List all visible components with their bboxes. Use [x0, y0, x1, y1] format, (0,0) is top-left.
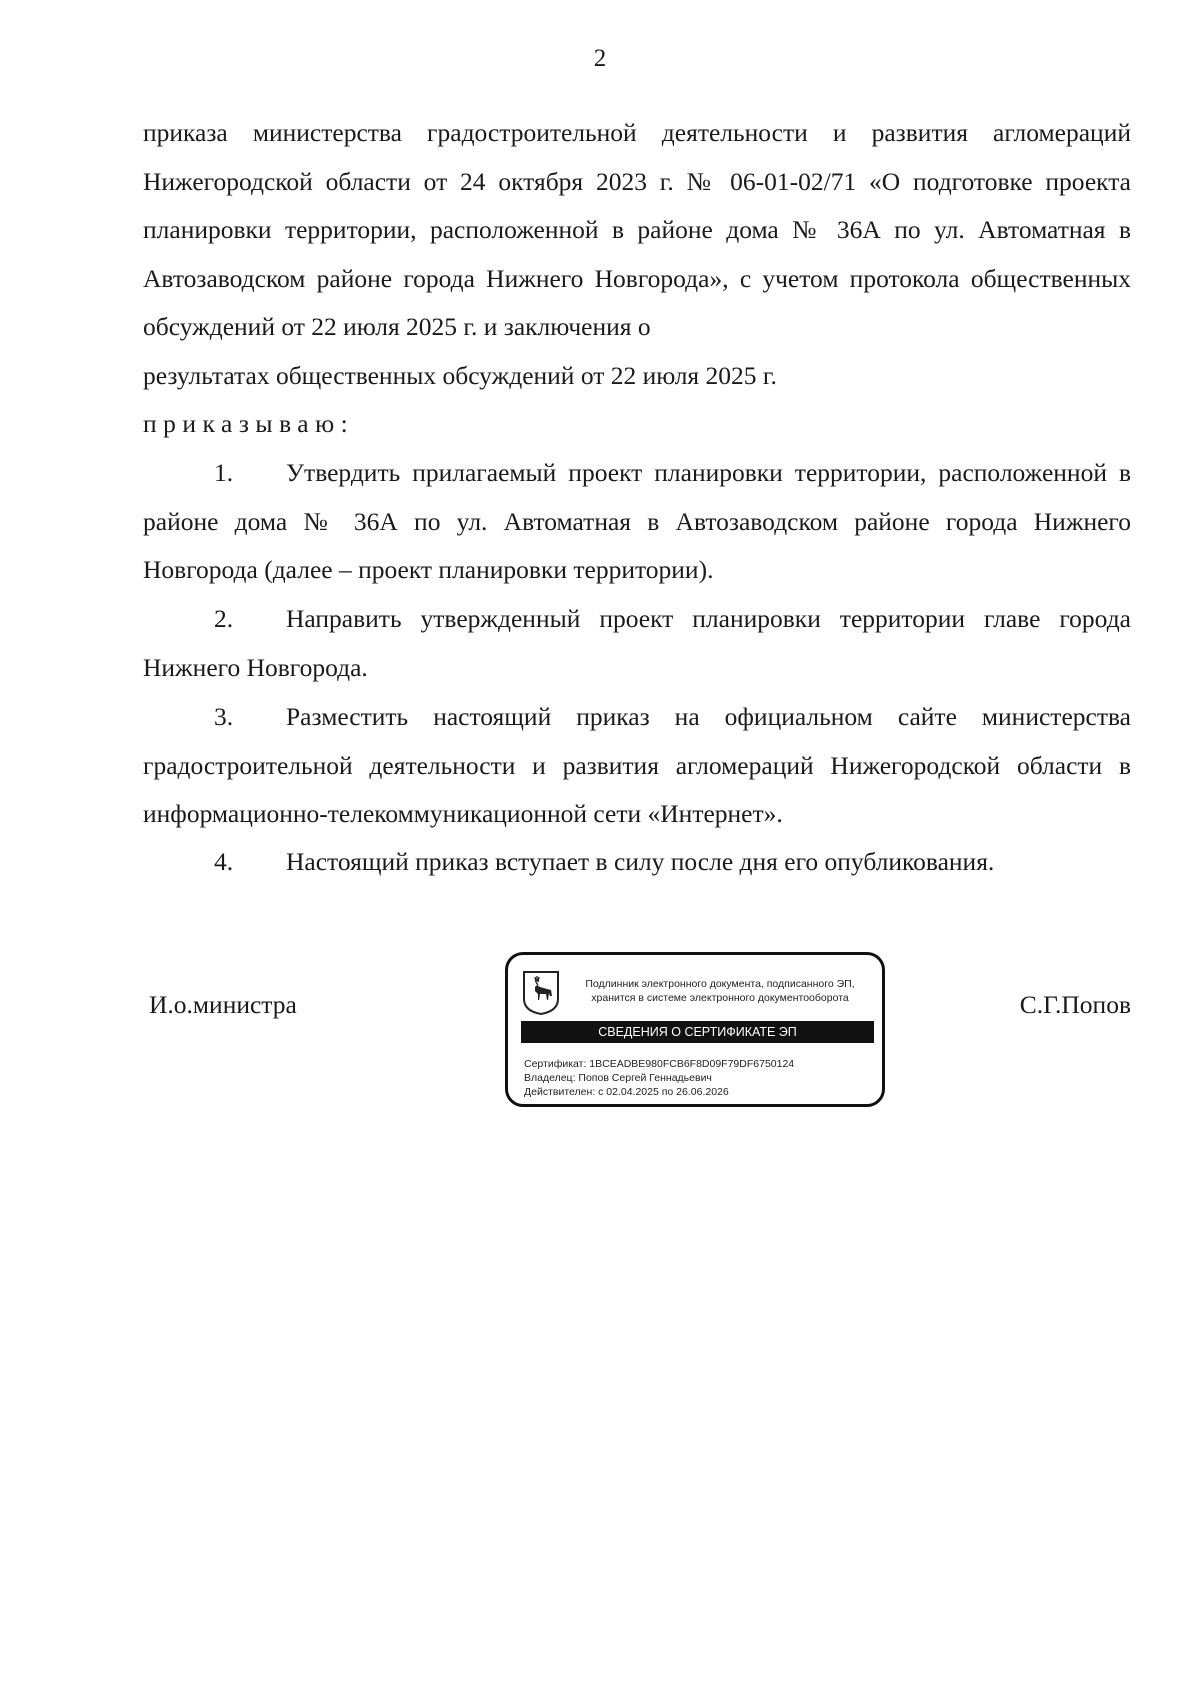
stamp-header [570, 977, 870, 1005]
order-item-4 [143, 838, 1131, 887]
page-number: 2 [593, 45, 607, 72]
order-item-4-paragraph [143, 838, 1131, 887]
stamp-owner: Владелец: Попов Сергей Геннадьевич [524, 1072, 712, 1084]
order-item-3-paragraph [143, 693, 1131, 839]
intro-last-line: результатах общественных обсуждений от 22 июля 2025 г. [143, 360, 777, 390]
stamp-header-line-1: Подлинник электронного документа, подписанного ЭП, [585, 978, 855, 990]
order-item-1 [143, 449, 1131, 595]
stamp-header-line-2: хранится в системе электронного документооборота [591, 992, 849, 1004]
stamp-certificate-band: СВЕДЕНИЯ О СЕРТИФИКАТЕ ЭП [521, 1021, 874, 1043]
order-item-1-text: Утвердить прилагаемый проект планировки территории, расположенной в районе дома № 36А по ул. Автоматная в Автозаводском районе города Нижнего Новгорода (далее – проект планировки территории). [143, 458, 1131, 584]
order-item-2-text: Направить утвержденный проект планировки территории главе города Нижнего Новгорода. [143, 604, 1131, 682]
order-item-1-paragraph [143, 449, 1131, 595]
intro-paragraph [143, 109, 1131, 400]
nizhny-novgorod-deer-emblem-icon [521, 969, 561, 1015]
signature-title: И.о.министра [149, 990, 297, 1019]
signature-name: С.Г.Попов [1019, 990, 1131, 1019]
order-item-3-number: 3. [214, 702, 234, 731]
order-item-4-text: Настоящий приказ вступает в силу после дня его опубликования. [286, 847, 995, 876]
order-item-2-paragraph [143, 595, 1131, 692]
order-item-3-text: Разместить настоящий приказ на официальном сайте министерства градостроительной деятельности и развития агломераций Нижегородской области в информационно-телекоммуникационной сети «Интернет». [143, 702, 1131, 828]
stamp-details [524, 1057, 794, 1099]
order-item-2-number: 2. [214, 604, 234, 633]
order-item-3 [143, 693, 1131, 839]
order-word: приказываю: [143, 409, 355, 438]
electronic-signature-stamp [505, 952, 885, 1107]
intro-text: приказа министерства градостроительной деятельности и развития агломераций Нижегородской области от 24 октября 2023 г. № 06-01-02/71 «О подготовке проекта планировки территории, расположенной в районе дома № 36А по ул. Автоматная в Автозаводском районе города Нижнего Новгорода», с учетом протокола общественных обсуждений от 22 июля 2025 г. и заключения о [143, 118, 1131, 341]
order-item-4-number: 4. [214, 847, 234, 876]
stamp-validity: Действителен: с 02.04.2025 по 26.06.2026 [524, 1086, 729, 1098]
order-item-2 [143, 595, 1131, 692]
stamp-certificate-number: Сертификат: 1BCEADBE980FCB6F8D09F79DF6750124 [524, 1058, 795, 1070]
order-item-1-number: 1. [214, 458, 234, 487]
